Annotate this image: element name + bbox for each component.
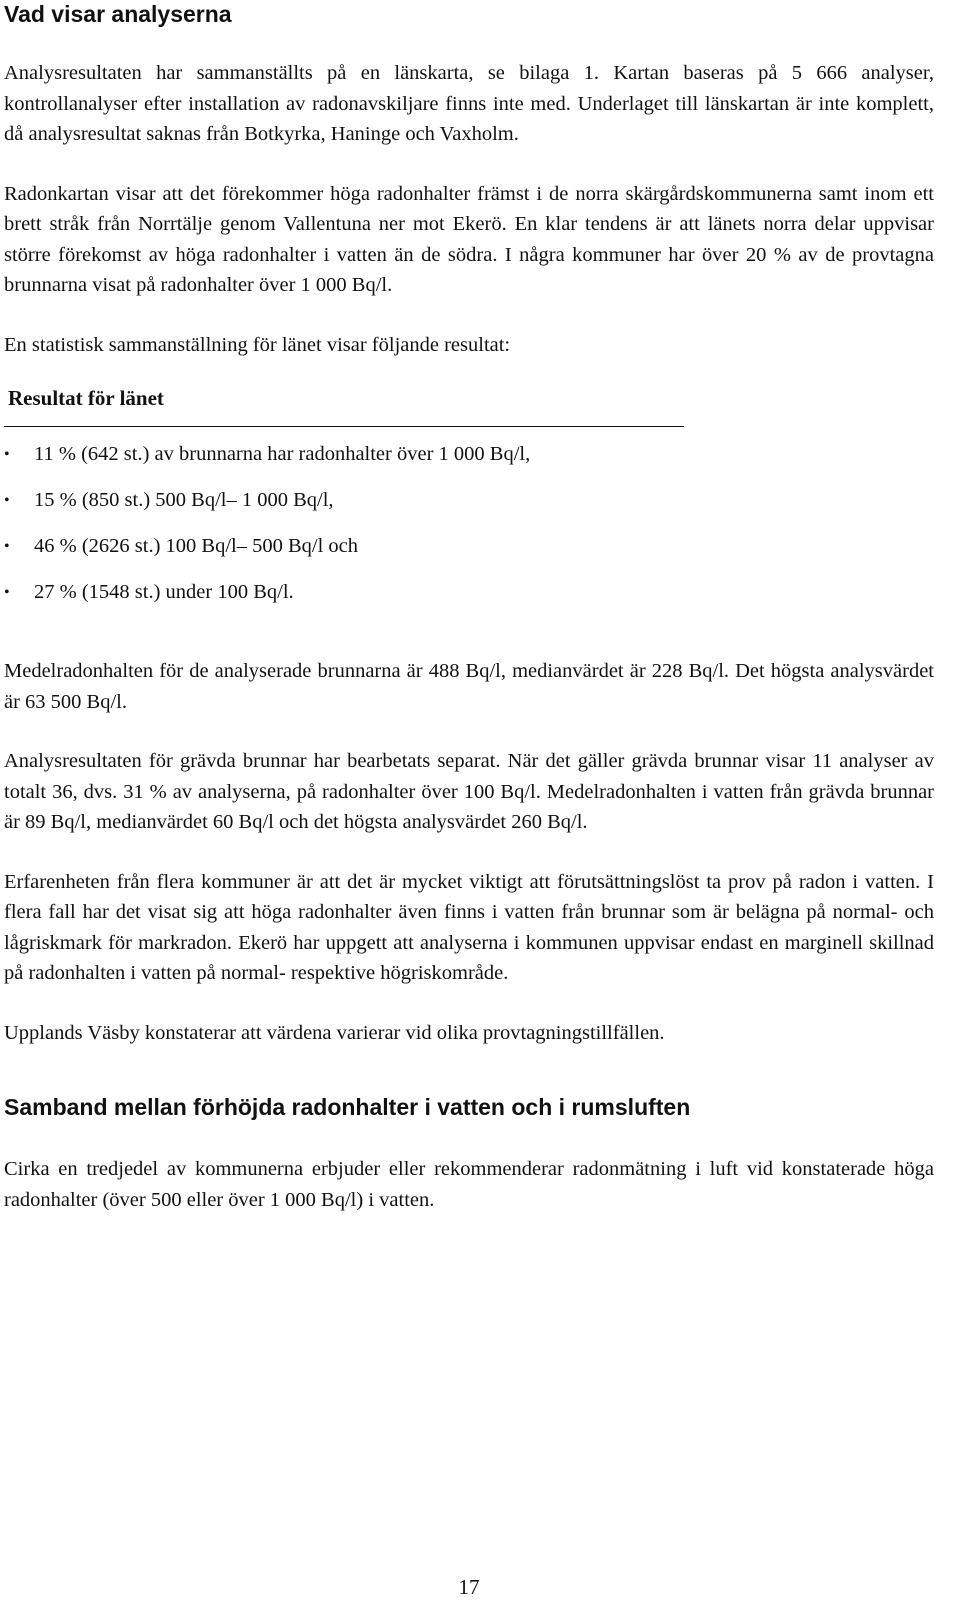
- list-item: [4, 439, 934, 470]
- bullet-icon: •: [4, 446, 10, 463]
- results-heading: Resultat för länet: [8, 386, 164, 410]
- paragraph: Cirka en tredjedel av kommunerna erbjuder eller rekommenderar radonmätning i luft vid konstaterade höga radonhalter (över 500 eller över 1 000 Bq/l) i vatten.: [4, 1158, 934, 1211]
- bullet-icon: •: [4, 584, 10, 601]
- section-heading: Samband mellan förhöjda radonhalter i vatten och i rumsluften: [4, 1094, 691, 1120]
- bullet-icon: •: [4, 492, 10, 509]
- paragraph: En statistisk sammanställning för länet visar följande resultat:: [4, 333, 511, 356]
- paragraph: Upplands Väsby konstaterar att värdena varierar vid olika provtagningstillfällen.: [4, 1021, 665, 1044]
- bullet-icon: •: [4, 538, 10, 555]
- list-item: [4, 531, 934, 562]
- list-item-text: 27 % (1548 st.) under 100 Bq/l.: [34, 581, 294, 603]
- list-item-text: 11 % (642 st.) av brunnarna har radonhalter över 1 000 Bq/l,: [34, 443, 531, 465]
- list-item-text: 46 % (2626 st.) 100 Bq/l– 500 Bq/l och: [34, 535, 359, 557]
- list-item-text: 15 % (850 st.) 500 Bq/l– 1 000 Bq/l,: [34, 489, 334, 511]
- paragraph: Analysresultaten för grävda brunnar har bearbetats separat. När det gäller grävda brunnar visar 11 analyser av totalt 36, dvs. 31 % av analyserna, på radonhalter över 100 Bq/l. Medelradonhalten i vatten från grävda brunnar är 89 Bq/l, medianvärdet 60 Bq/l och det högsta analysvärdet 260 Bq/l.: [4, 750, 934, 833]
- divider: [4, 426, 684, 427]
- paragraph: Medelradonhalten för de analyserade brunnarna är 488 Bq/l, medianvärdet är 228 Bq/l. Det högsta analysvärdet är 63 500 Bq/l.: [4, 660, 934, 713]
- document-page: [4, 0, 934, 1599]
- page-number: 17: [458, 1575, 480, 1599]
- list-item: [4, 485, 934, 516]
- list-item: [4, 577, 934, 608]
- paragraph: Erfarenheten från flera kommuner är att det är mycket viktigt att förutsättningslöst ta prov på radon i vatten. I flera fall har det visat sig att höga radonhalter även finns i vatten från brunnar som är belägna på normal- och lågriskmark för markradon. Ekerö har uppgett att analyserna i kommunen uppvisar endast en marginell skillnad på radonhalten i vatten på normal- respektive högriskområde.: [4, 870, 934, 984]
- paragraph: Radonkartan visar att det förekommer höga radonhalter främst i de norra skärgårdskommunerna samt inom ett brett stråk från Norrtälje genom Vallentuna ner mot Ekerö. En klar tendens är att länets norra delar uppvisar större förekomst av höga radonhalter i vatten än de södra. I några kommuner har över 20 % av de provtagna brunnarna visat på radonhalter över 1 000 Bq/l.: [4, 182, 934, 296]
- paragraph: Analysresultaten har sammanställts på en länskarta, se bilaga 1. Kartan baseras på 5 666 analyser, kontrollanalyser efter installation av radonavskiljare finns inte med. Underlaget till länskartan är inte komplett, då analysresultat saknas från Botkyrka, Haninge och Vaxholm.: [4, 62, 934, 145]
- section-heading: Vad visar analyserna: [4, 1, 232, 27]
- results-list: [4, 439, 934, 608]
